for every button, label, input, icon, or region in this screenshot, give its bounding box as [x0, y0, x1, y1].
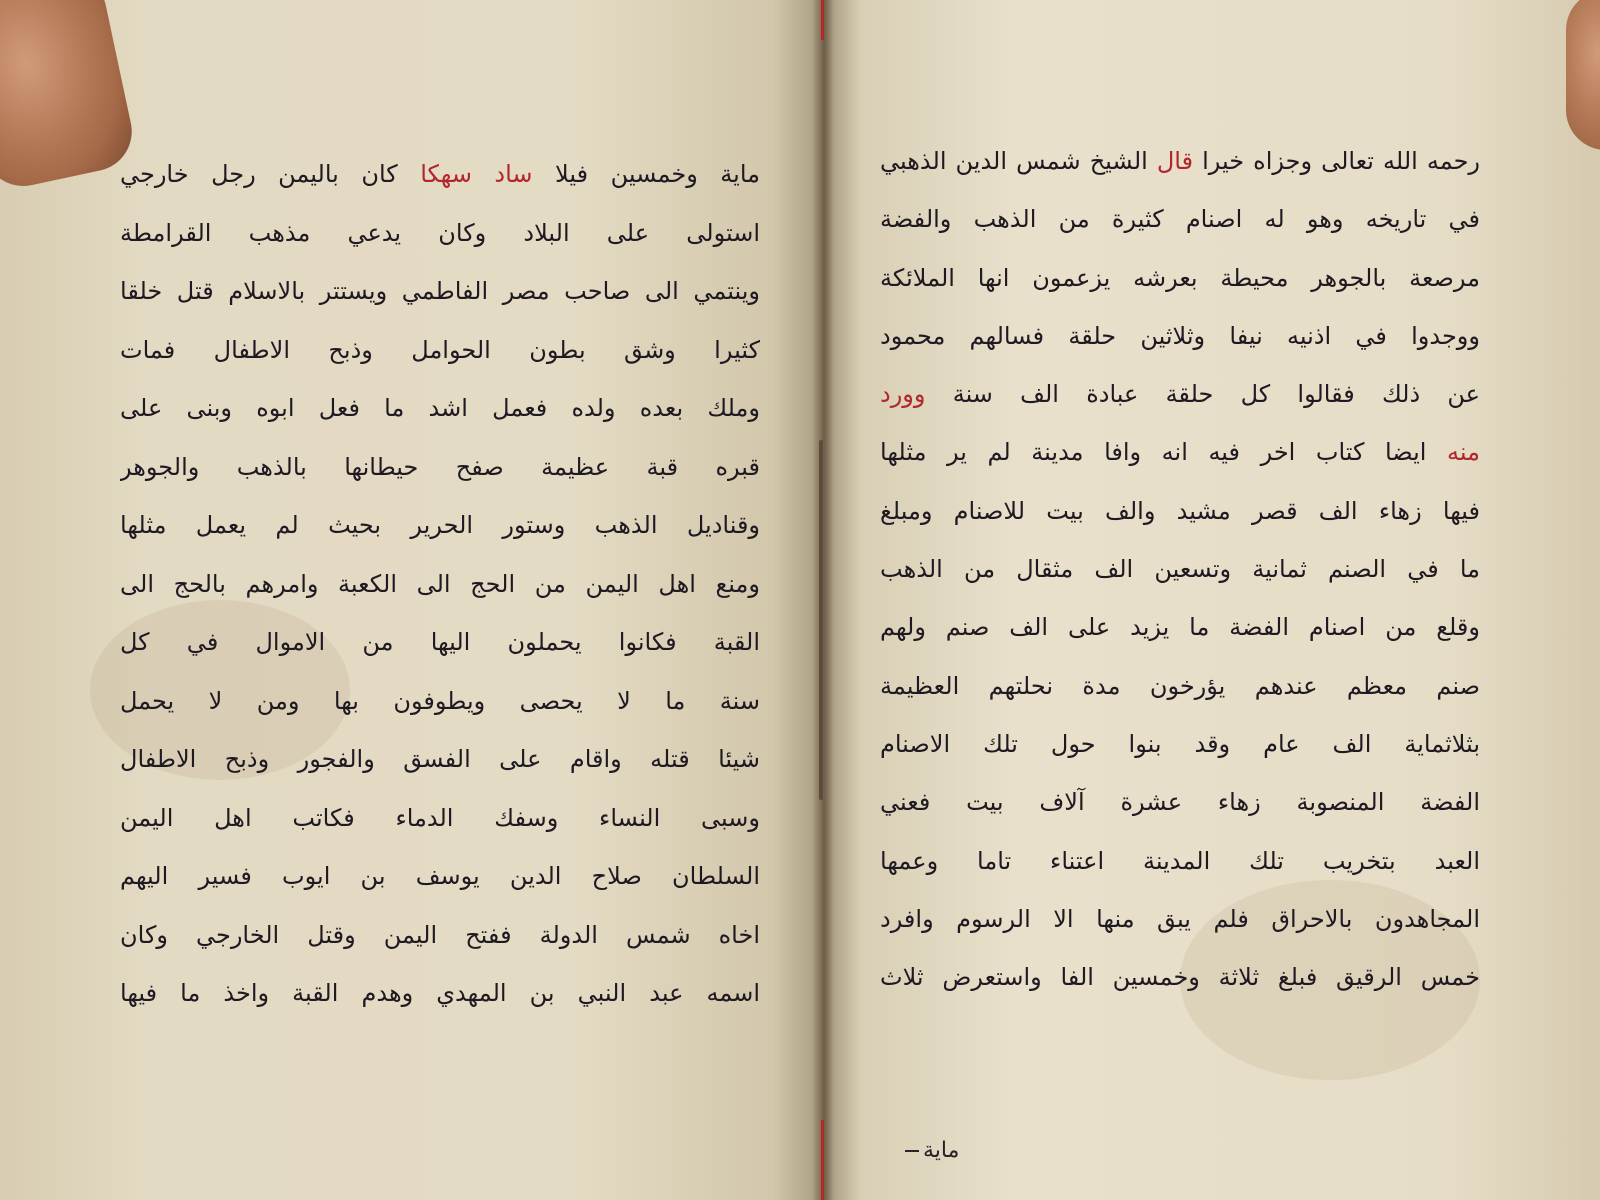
manuscript-line	[120, 730, 760, 789]
rubric-text: قال	[1156, 147, 1194, 175]
manuscript-line	[120, 379, 760, 438]
line-text: وينتمي الى صاحب مصر الفاطمي ويستتر بالاسلام قتل خلقا	[120, 277, 760, 305]
line-text: وقلع من اصنام الفضة ما يزيد على الف صنم ولهم	[880, 613, 1480, 642]
folio-number	[905, 1138, 959, 1163]
line-text: وقناديل الذهب وستور الحرير بحيث لم يعمل مثلها	[120, 511, 760, 539]
line-text: قبره قبة عظيمة صفح حيطانها بالذهب والجوهر	[120, 452, 760, 481]
line-text: رحمه الله تعالى وجزاه خيرا	[1193, 147, 1480, 175]
line-text: صنم معظم عندهم يؤرخون مدة نحلتهم العظيمة	[880, 671, 1480, 700]
line-text: القبة فكانوا يحملون اليها من الاموال في كل	[120, 628, 760, 656]
manuscript-line	[120, 438, 760, 497]
line-text: كان باليمن رجل خارجي	[120, 160, 421, 188]
manuscript-line	[880, 249, 1480, 307]
manuscript-line	[880, 365, 1480, 423]
line-text: الفضة المنصوبة زهاء عشرة آلاف بيت فعني	[880, 788, 1480, 817]
manuscript-line	[120, 555, 760, 614]
line-text: ما في الصنم ثمانية وتسعين الف مثقال من الذهب	[880, 555, 1480, 584]
right-page-text	[880, 132, 1480, 1006]
manuscript-line	[120, 321, 760, 380]
manuscript-line	[120, 964, 760, 1023]
folio-dash	[905, 1150, 919, 1152]
manuscript-line	[880, 132, 1480, 190]
line-text: ايضا كتاب اخر فيه انه وافا مدينة لم ير مثلها	[880, 438, 1448, 467]
line-text: كثيرا وشق بطون الحوامل وذبح الاطفال فمات	[120, 335, 760, 364]
book-gutter	[812, 0, 834, 1200]
manuscript-line	[880, 482, 1480, 540]
manuscript-line	[120, 672, 760, 731]
manuscript-line	[880, 948, 1480, 1006]
manuscript-line	[880, 657, 1480, 715]
line-text: ووجدوا في اذنيه نيفا وثلاثين حلقة فسالهم محمود	[880, 321, 1480, 350]
line-text: استولى على البلاد وكان يدعي مذهب القرامطة	[120, 218, 760, 247]
line-text: في تاريخه وهو له اصنام كثيرة من الذهب والفضة	[880, 205, 1480, 234]
manuscript-line	[120, 496, 760, 555]
manuscript-line	[880, 715, 1480, 773]
line-text: خمس الرقيق فبلغ ثلاثة وخمسين الفا واستعرض ثلاث	[880, 963, 1480, 992]
manuscript-line	[880, 598, 1480, 656]
line-text: شيئا قتله واقام على الفسق والفجور وذبح الاطفال	[120, 745, 760, 773]
right-thumb	[1566, 0, 1600, 150]
manuscript-line	[880, 773, 1480, 831]
manuscript-line	[880, 423, 1480, 481]
red-page-edge	[821, 1120, 824, 1200]
manuscript-line	[880, 190, 1480, 248]
line-text: السلطان صلاح الدين يوسف بن ايوب فسير اليهم	[120, 862, 760, 890]
red-page-edge	[821, 0, 824, 40]
line-text: عن ذلك فقالوا كل حلقة عبادة الف سنة	[925, 380, 1480, 409]
manuscript-line	[880, 307, 1480, 365]
rubric-text: ساد سهكا	[420, 160, 533, 188]
line-text: سنة ما لا يحصى ويطوفون بها ومن لا يحمل	[120, 686, 760, 715]
manuscript-line	[120, 262, 760, 321]
line-text: العبد بتخريب تلك المدينة اعتناء تاما وعمها	[880, 846, 1480, 875]
manuscript-line	[880, 540, 1480, 598]
binding-thread	[819, 440, 823, 800]
line-text: اسمه عبد النبي بن المهدي وهدم القبة واخذ ما فيها	[120, 979, 760, 1007]
manuscript-line	[120, 906, 760, 965]
rubric-text: وورد	[880, 380, 926, 409]
line-text: اخاه شمس الدولة ففتح اليمن وقتل الخارجي وكان	[120, 920, 760, 949]
line-text: فيها زهاء الف قصر مشيد والف بيت للاصنام ومبلغ	[880, 496, 1480, 525]
manuscript-line	[880, 832, 1480, 890]
line-text: ومنع اهل اليمن من الحج الى الكعبة وامرهم بالحج الى	[120, 569, 760, 598]
manuscript-line	[120, 847, 760, 906]
rubric-text: منه	[1447, 438, 1480, 467]
line-text: ماية وخمسين فيلا	[532, 160, 760, 188]
line-text: الشيخ شمس الدين الذهبي	[880, 147, 1157, 175]
line-text: وملك بعده ولده فعمل اشد ما فعل ابوه وبنى على	[120, 394, 760, 422]
line-text: بثلاثماية الف عام وقد بنوا حول تلك الاصنام	[880, 729, 1480, 758]
manuscript-line	[120, 613, 760, 672]
line-text: مرصعة بالجوهر محيطة بعرشه يزعمون انها الملائكة	[880, 263, 1480, 292]
manuscript-line	[120, 789, 760, 848]
manuscript-line	[120, 145, 760, 204]
manuscript-line	[120, 204, 760, 263]
manuscript-line	[880, 890, 1480, 948]
line-text: وسبى النساء وسفك الدماء فكاتب اهل اليمن	[120, 803, 760, 832]
line-text: المجاهدون بالاحراق فلم يبق منها الا الرسوم وافرد	[880, 904, 1480, 933]
folio-label: ماية	[923, 1138, 960, 1163]
left-page-text	[120, 145, 760, 1023]
